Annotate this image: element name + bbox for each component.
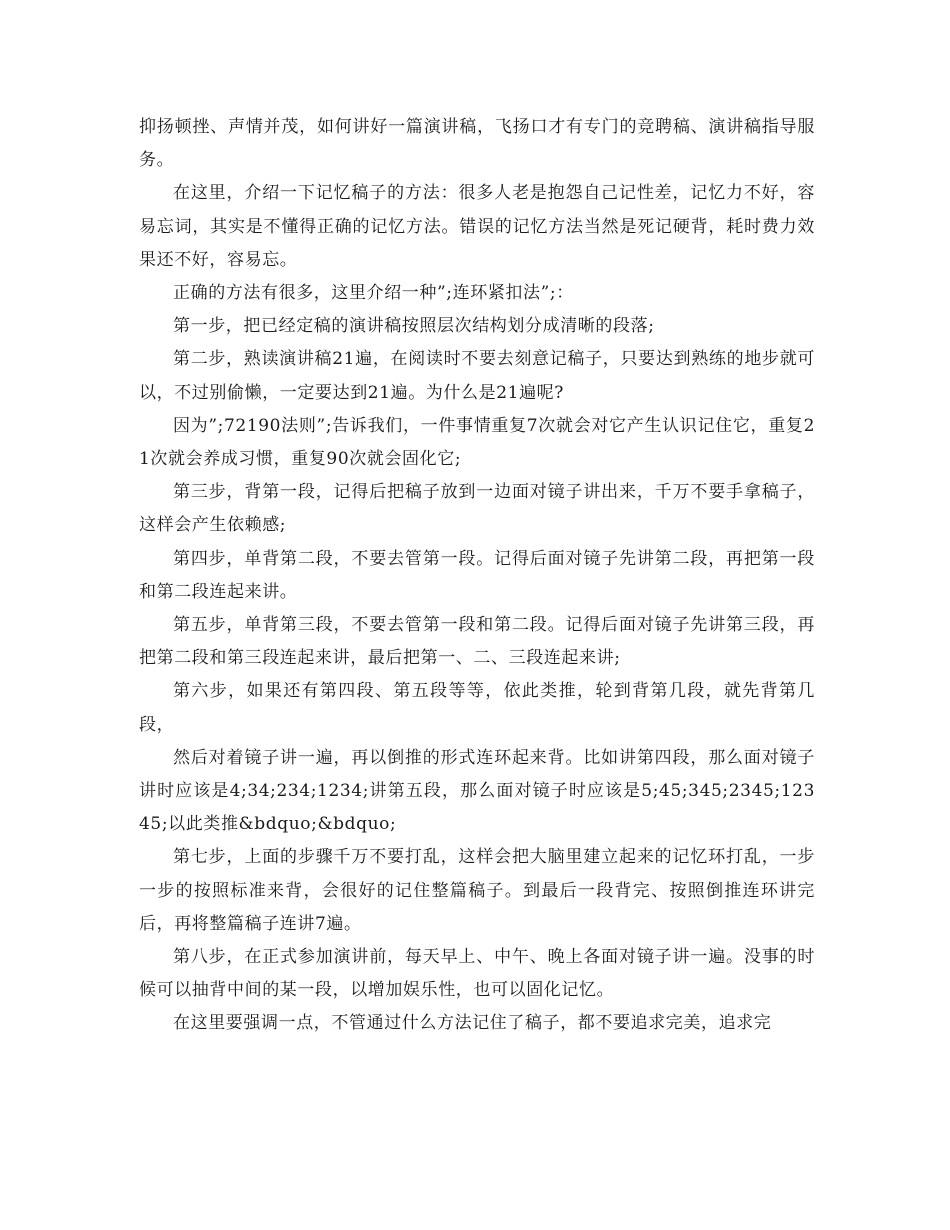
paragraph-13: 第八步，在正式参加演讲前，每天早上、中午、晚上各面对镜子讲一遍。没事的时候可以抽背中间的某一段，以增加娱乐性，也可以固化记忆。 bbox=[139, 947, 815, 1001]
document-body bbox=[139, 111, 815, 1041]
paragraph-1: 抑扬顿挫、声情并茂，如何讲好一篇演讲稿，飞扬口才有专门的竞聘稿、演讲稿指导服务。 bbox=[139, 117, 815, 171]
paragraph-5: 第二步，熟读演讲稿21遍，在阅读时不要去刻意记稿子，只要达到熟练的地步就可以，不过别偷懒，一定要达到21遍。为什么是21遍呢? bbox=[139, 349, 815, 403]
paragraph-7: 第三步，背第一段，记得后把稿子放到一边面对镜子讲出来，千万不要手拿稿子，这样会产生依赖感; bbox=[139, 482, 815, 536]
paragraph-4: 第一步，把已经定稿的演讲稿按照层次结构划分成清晰的段落; bbox=[173, 316, 655, 337]
paragraph-14: 在这里要强调一点，不管通过什么方法记住了稿子，都不要追求完美，追求完 bbox=[173, 1013, 772, 1034]
paragraph-3: 正确的方法有很多，这里介绍一种”;连环紧扣法”;： bbox=[173, 283, 574, 304]
paragraph-12: 第七步，上面的步骤千万不要打乱，这样会把大脑里建立起来的记忆环打乱，一步一步的按照标准来背，会很好的记住整篇稿子。到最后一段背完、按照倒推连环讲完后，再将整篇稿子连讲7遍。 bbox=[139, 847, 815, 934]
paragraph-10: 第六步，如果还有第四段、第五段等等，依此类推，轮到背第几段，就先背第几段， bbox=[139, 681, 815, 735]
paragraph-11: 然后对着镜子讲一遍，再以倒推的形式连环起来背。比如讲第四段，那么面对镜子讲时应该是4;34;234;1234;讲第五段，那么面对镜子时应该是5;45;345;2345;12345;以此类推&bdquo;&bdquo; bbox=[139, 747, 815, 835]
paragraph-2: 在这里，介绍一下记忆稿子的方法：很多人老是抱怨自己记性差，记忆力不好，容易忘词，其实是不懂得正确的记忆方法。错误的记忆方法当然是死记硬背，耗时费力效果还不好，容易忘。 bbox=[139, 183, 815, 270]
paragraph-8: 第四步，单背第二段，不要去管第一段。记得后面对镜子先讲第二段，再把第一段和第二段连起来讲。 bbox=[139, 548, 815, 602]
paragraph-9: 第五步，单背第三段，不要去管第一段和第二段。记得后面对镜子先讲第三段，再把第二段和第三段连起来讲，最后把第一、二、三段连起来讲; bbox=[139, 615, 815, 669]
paragraph-6: 因为”;72190法则”;告诉我们，一件事情重复7次就会对它产生认识记住它，重复21次就会养成习惯，重复90次就会固化它; bbox=[139, 415, 815, 470]
